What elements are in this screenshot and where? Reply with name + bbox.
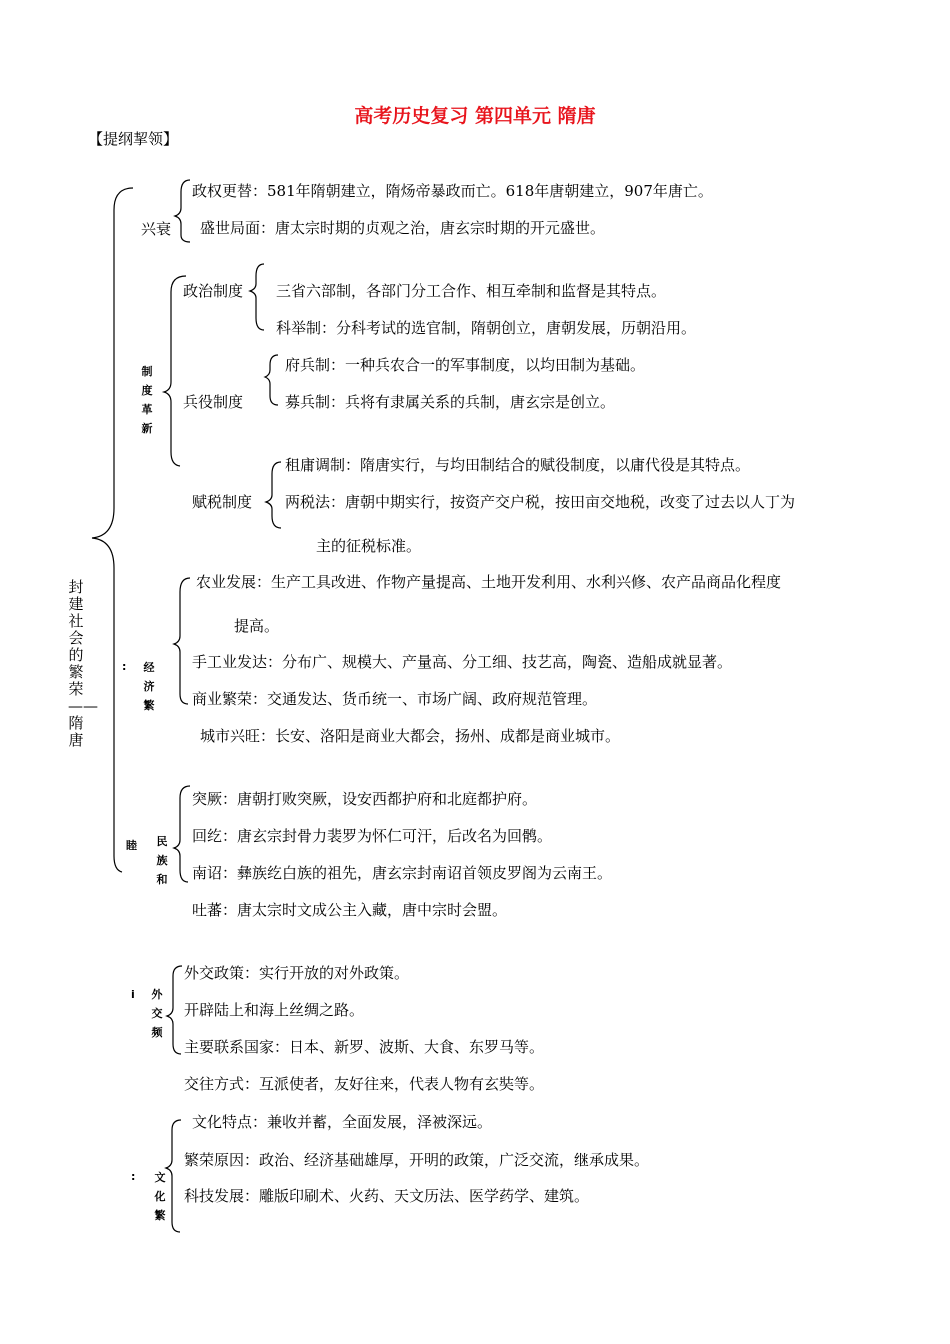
ethnic-item: 南诏：彝族纥白族的祖先，唐玄宗封南诏首领皮罗阁为云南王。 — [192, 864, 613, 882]
institutions-label: 制度革新 — [141, 365, 153, 435]
rise-fall-item: 政权更替：581年隋朝建立，隋炀帝暴政而亡。618年唐朝建立，907年唐亡。 — [192, 182, 713, 200]
outline-label: 【提纲挈领】 — [88, 130, 179, 148]
culture-item: 科技发展：雕版印刷术、火药、天文历法、医学药学、建筑。 — [184, 1187, 590, 1205]
page-title: 高考历史复习 第四单元 隋唐 — [354, 105, 596, 127]
ethnic-item: 突厥：唐朝打败突厥，设安西都护府和北庭都护府。 — [192, 790, 538, 808]
rise-fall-item: 盛世局面：唐太宗时期的贞观之治，唐玄宗时期的开元盛世。 — [200, 219, 606, 237]
economy-brace — [174, 578, 190, 704]
military-item: 募兵制：兵将有隶属关系的兵制，唐玄宗是创立。 — [285, 393, 616, 411]
foreign-item: 开辟陆上和海上丝绸之路。 — [184, 1001, 365, 1019]
economy-item: 提高。 — [234, 617, 280, 635]
political-item: 科举制：分科考试的选官制，隋朝创立，唐朝发展，历朝沿用。 — [276, 319, 697, 337]
ethnic-brace — [174, 786, 190, 882]
economy-label: 经济繁 — [143, 661, 155, 712]
economy-item: 城市兴旺：长安、洛阳是商业大都会，扬州、成都是商业城市。 — [200, 727, 621, 745]
foreign-item: 主要联系国家：日本、新罗、波斯、大食、东罗马等。 — [184, 1038, 545, 1056]
tax-label: 赋税制度 — [192, 493, 253, 511]
political-item: 三省六部制，各部门分工合作、相互牵制和监督是其特点。 — [276, 282, 667, 300]
economy-item: 手工业发达：分布广、规模大、产量高、分工细、技艺高，陶瓷、造船成就显著。 — [192, 653, 733, 671]
culture-label: 文化繁 — [154, 1171, 166, 1222]
culture-item: 文化特点：兼收并蓄，全面发展，泽被深远。 — [192, 1113, 493, 1131]
rise-fall-label: 兴衰 — [141, 220, 172, 238]
foreign-item: 外交政策：实行开放的对外政策。 — [184, 964, 410, 982]
ethnic-item: 回纥：唐玄宗封骨力裴罗为怀仁可汗，后改名为回鹘。 — [192, 827, 553, 845]
tax-item: 主的征税标准。 — [316, 537, 422, 555]
military-label: 兵役制度 — [183, 393, 244, 411]
military-brace — [265, 355, 278, 405]
ethnic-label: 民族和 — [156, 835, 168, 886]
tax-item: 租庸调制：隋唐实行，与均田制结合的赋役制度，以庸代役是其特点。 — [285, 456, 751, 474]
rise-fall-brace — [175, 180, 190, 242]
foreign-item: 交往方式：互派使者，友好往来，代表人物有玄奘等。 — [184, 1075, 545, 1093]
military-item: 府兵制：一种兵农合一的军事制度，以均田制为基础。 — [285, 356, 646, 374]
foreign-fragment: i — [131, 988, 135, 1001]
economy-item: 农业发展：生产工具改进、作物产量提高、土地开发利用、水利兴修、农产品商品化程度 — [196, 573, 782, 591]
political-label: 政治制度 — [183, 282, 244, 300]
foreign-brace — [167, 966, 182, 1054]
economy-fragment: : — [122, 660, 127, 673]
ethnic-fragment: 睦 — [126, 839, 137, 852]
political-brace — [250, 264, 264, 330]
ethnic-item: 吐蕃：唐太宗时文成公主入藏，唐中宗时会盟。 — [192, 901, 508, 919]
main-topic-label: 封建社会的繁荣——隋唐 — [68, 578, 98, 749]
culture-fragment: : — [131, 1170, 136, 1183]
main-brace — [92, 188, 133, 872]
tax-item: 两税法：唐朝中期实行，按资产交户税，按田亩交地税，改变了过去以人丁为 — [285, 493, 796, 511]
tax-brace — [266, 462, 281, 528]
culture-item: 繁荣原因：政治、经济基础雄厚，开明的政策，广泛交流，继承成果。 — [184, 1151, 650, 1169]
culture-brace — [166, 1120, 181, 1232]
economy-item: 商业繁荣：交通发达、货币统一、市场广阔、政府规范管理。 — [192, 690, 598, 708]
foreign-label: 外交频 — [151, 988, 163, 1039]
institutions-brace — [164, 276, 186, 466]
